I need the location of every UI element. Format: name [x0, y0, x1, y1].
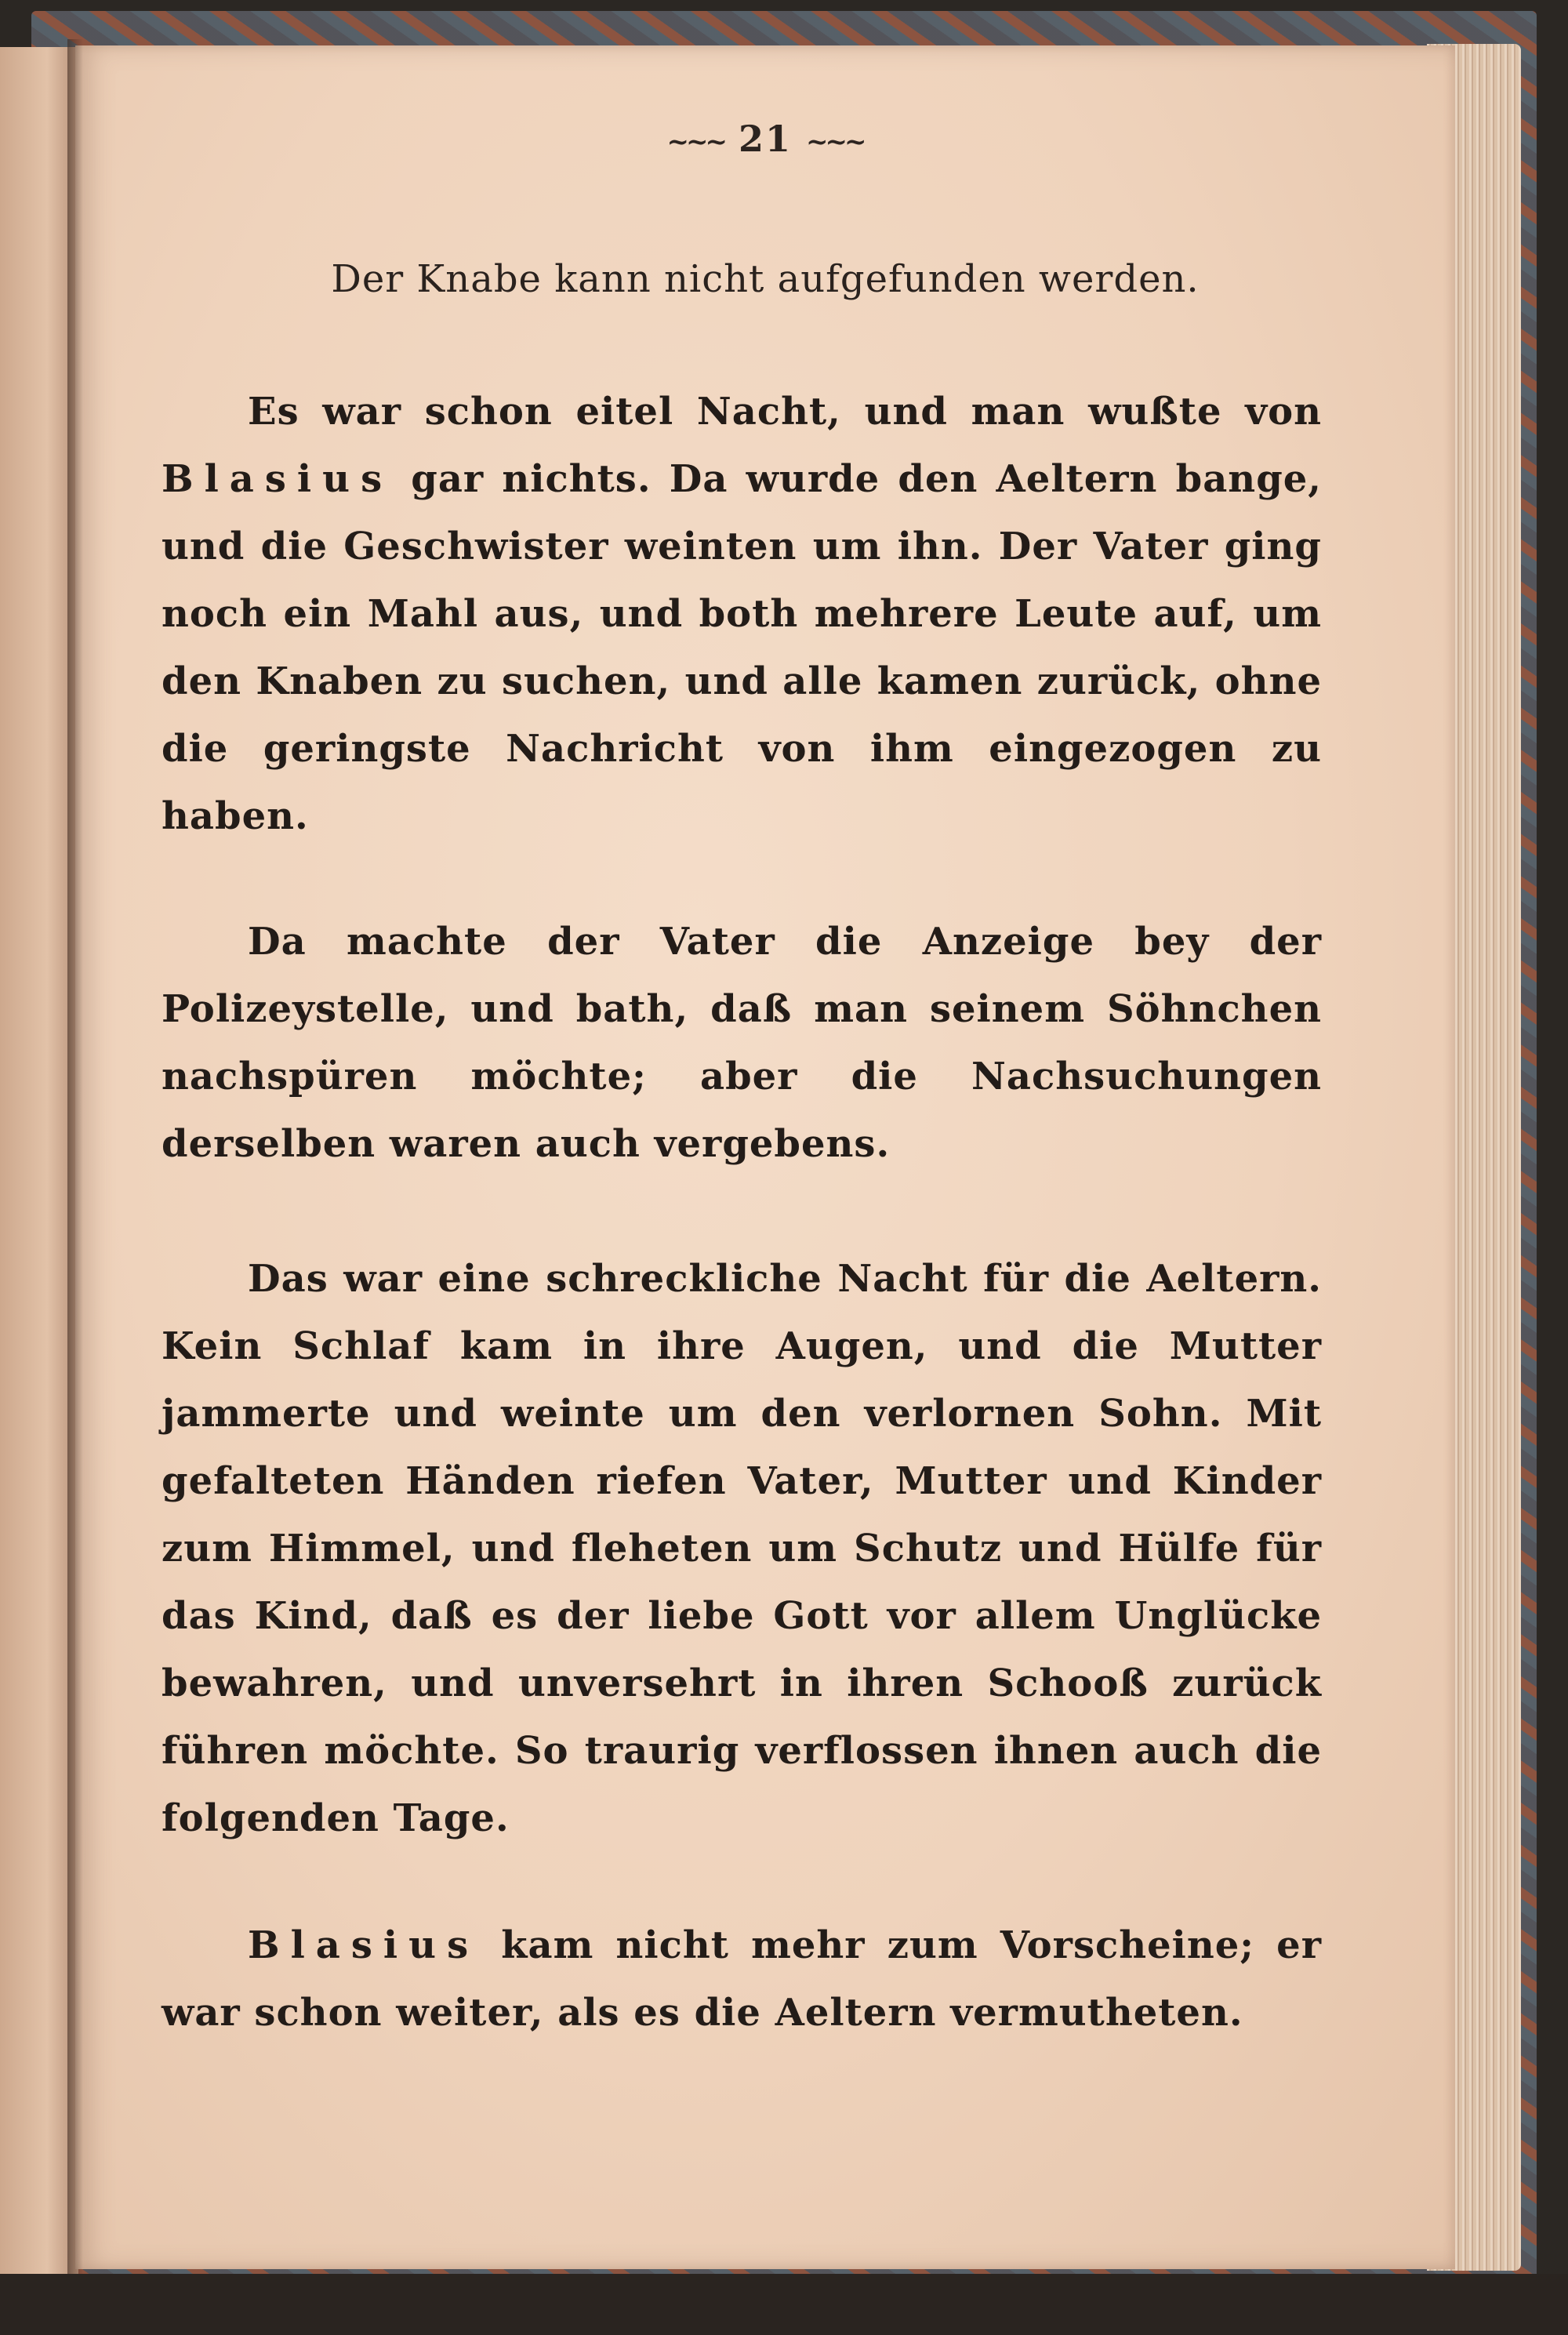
page-number: 21: [738, 118, 792, 160]
paragraph-1: [162, 378, 1322, 850]
name-blasius: Blasius: [248, 1923, 480, 1967]
paragraph-4: [162, 1912, 1322, 2046]
paragraph-3-text: Das war eine schreckliche Nacht für die Aeltern. Kein Schlaf kam in ihre Augen, und die Mutter jammerte und weinte um den verlornen Sohn. Mit gefalteten Händen riefen Vater, Mutter und Kinder zum Himmel, und fleheten um Schutz und Hülfe für das Kind, daß es der liebe Gott vor allem Unglücke bewahren, und unversehrt in ihren Schooß zurück führen möchte. So traurig verflossen ihnen auch die folgenden Tage.: [162, 1257, 1322, 1840]
paragraph-2: [162, 908, 1322, 1178]
paragraph-1-lead: Es war schon eitel Nacht, und man wußte von: [248, 390, 1322, 434]
background-surface: [0, 2274, 1568, 2335]
ornament-right: ~~~: [806, 126, 864, 158]
ornament-left: ~~~: [666, 126, 724, 158]
name-blasius: Blasius: [162, 457, 394, 501]
paragraph-4-rest: kam nicht mehr zum Vorscheine; er war schon weiter, als es die Aeltern vermutheten.: [162, 1923, 1322, 2035]
spine-shadow: [67, 39, 83, 2297]
paragraph-3: [162, 1245, 1322, 1852]
paragraph-2-text: Da machte der Vater die Anzeige bey der Polizeystelle, und bath, daß man seinem Söhnchen nachspüren möchte; aber die Nachsuchungen derselben waren auch vergebens.: [162, 920, 1322, 1166]
facing-page-edge: [0, 47, 78, 2290]
chapter-heading: Der Knabe kann nicht aufgefunden werden.: [331, 257, 1200, 301]
page-number-header: [75, 118, 1455, 160]
paragraph-1-rest: gar nichts. Da wurde den Aeltern bange, und die Geschwister weinten um ihn. Der Vater ging noch ein Mahl aus, und both mehrere Leute auf, um den Knaben zu suchen, und alle kamen zurück, ohne die geringste Nachricht von ihm eingezogen zu haben.: [162, 457, 1322, 838]
book-page: [75, 45, 1455, 2269]
